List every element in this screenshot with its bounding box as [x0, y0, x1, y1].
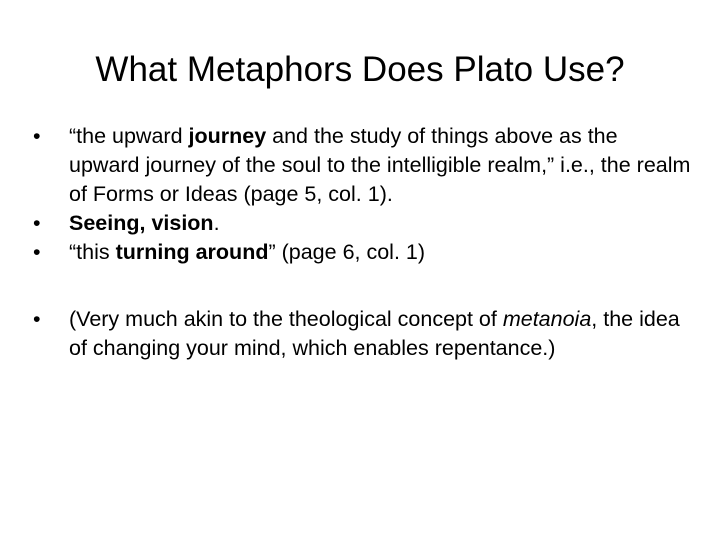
bullet-text: ” (page 6, col. 1) — [268, 240, 426, 264]
bullet-text: . — [213, 211, 220, 235]
bullet-text: and the study of things above as the upward journey of the soul to the intelligible realm,” i.e., the realm of Forms or Ideas (page 5, col. 1). — [69, 124, 691, 206]
bullet-text: “the upward — [69, 124, 189, 148]
bullet-item — [33, 209, 693, 238]
bullet-text: “this — [69, 240, 116, 264]
bullet-item — [33, 305, 693, 363]
bullet-italic-term: metanoia — [502, 307, 592, 331]
slide-title: What Metaphors Does Plato Use? — [95, 50, 625, 89]
bullet-marker: • — [33, 240, 41, 264]
bullet-item — [33, 238, 693, 267]
bullet-emphasis: turning around — [115, 240, 269, 264]
bullet-marker: • — [33, 307, 41, 331]
bullet-item — [33, 122, 693, 209]
bullet-text: , the idea of changing your mind, which enables repentance.) — [69, 307, 680, 360]
bullet-emphasis: journey — [188, 124, 267, 148]
bullet-text: (Very much akin to the theological concept of — [69, 307, 503, 331]
bullet-marker: • — [33, 211, 41, 235]
bullet-list — [33, 122, 693, 363]
bullet-emphasis: Seeing, vision — [69, 211, 214, 235]
bullet-marker: • — [33, 124, 41, 148]
